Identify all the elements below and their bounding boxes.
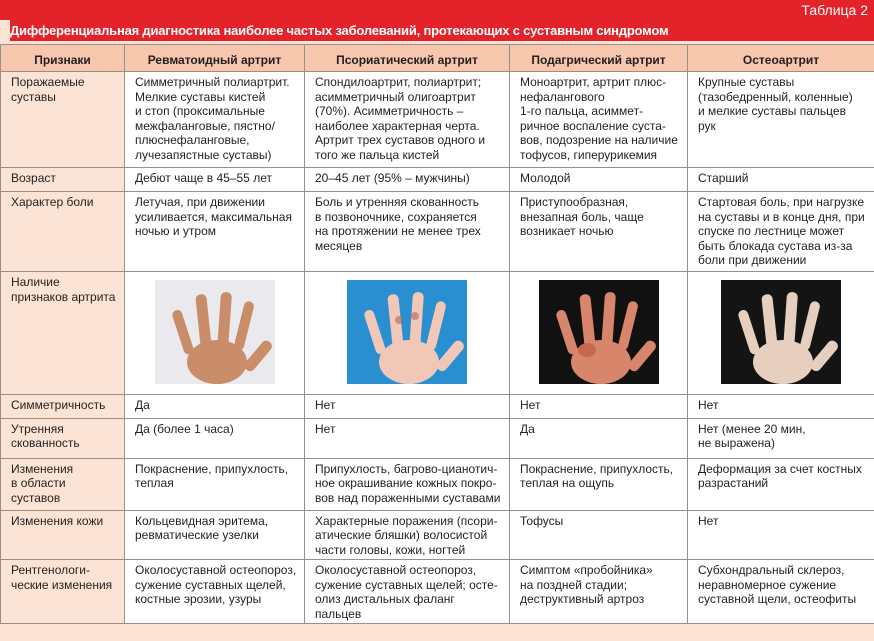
table-cell: Деформация за счет костных разрастаний [688, 458, 874, 510]
header-cell: Подагрический артрит [510, 45, 688, 72]
table-number-label: Таблица 2 [801, 2, 868, 18]
table-row [1, 510, 874, 560]
table-cell: Околосуставной остеопороз, сужение суставных щелей; осте- олиз дистальных фаланг пальцев [305, 560, 510, 624]
table-row [1, 560, 874, 624]
diagnosis-table [0, 44, 874, 624]
table-cell: Да [125, 394, 305, 418]
table-cell: Характерные поражения (псори- атические бляшки) волосистой части головы, кожи, ногтей [305, 510, 510, 560]
row-label: Рентгенологи- ческие изменения [1, 560, 125, 624]
table-cell: Старший [688, 168, 874, 192]
hand-photo-gout [539, 280, 659, 384]
table-row [1, 168, 874, 192]
table-cell: Да [510, 418, 688, 458]
photo-cell [510, 272, 688, 395]
table-row [1, 418, 874, 458]
table-cell: Летучая, при движении усиливается, максимальная ночью и утром [125, 192, 305, 272]
table-cell: Приступообразная, внезапная боль, чаще возникает ночью [510, 192, 688, 272]
table-cell: Нет [305, 394, 510, 418]
photo-cell [125, 272, 305, 395]
table-cell: Спондилоартрит, полиартрит; асимметричный олигоартрит (70%). Асимметричность – наиболее характерная черта. Артрит трех суставов одного и того же пальца кистей [305, 72, 510, 168]
table-cell: Стартовая боль, при нагрузке на суставы и в конце дня, при спуске по лестнице может быть блокада сустава из-за боли при движении [688, 192, 874, 272]
hand-photo-rheumatoid [155, 280, 275, 384]
table-row [1, 458, 874, 510]
table-header-row [1, 45, 874, 72]
table-cell: Крупные суставы (тазобедренный, коленные) и мелкие суставы пальцев рук [688, 72, 874, 168]
table-cell: Боль и утренняя скованность в позвоночнике, сохраняется на протяжении не менее трех месяцев [305, 192, 510, 272]
row-label: Изменения в области суставов [1, 458, 125, 510]
hand-photo-psoriatic [347, 280, 467, 384]
header-cell: Псориатический артрит [305, 45, 510, 72]
table-row [1, 394, 874, 418]
table-cell: Симметричный полиартрит. Мелкие суставы кистей и стоп (проксимальные межфаланговые, пястно/ плюснефаланговые, лучезапястные суставы) [125, 72, 305, 168]
table-cell: Тофусы [510, 510, 688, 560]
table-cell: Покраснение, припухлость, теплая на ощупь [510, 458, 688, 510]
table-cell: Дебют чаще в 45–55 лет [125, 168, 305, 192]
table-cell: Нет (менее 20 мин, не выражена) [688, 418, 874, 458]
row-label: Изменения кожи [1, 510, 125, 560]
row-label: Симметричность [1, 394, 125, 418]
table-cell: Моноартрит, артрит плюс- нефалангового 1-го пальца, асиммет- ричное воспаление суста- вов, подозрение на наличие тофусов, гиперурикемия [510, 72, 688, 168]
table-cell: Покраснение, припухлость, теплая [125, 458, 305, 510]
table-row [1, 72, 874, 168]
photo-cell [305, 272, 510, 395]
table-cell: Околосуставной остеопороз, сужение суставных щелей, костные эрозии, узуры [125, 560, 305, 624]
table-cell: Симптом «пробойника» на поздней стадии; деструктивный артроз [510, 560, 688, 624]
table-cell: Нет [305, 418, 510, 458]
row-label: Поражаемые суставы [1, 72, 125, 168]
table-row [1, 272, 874, 395]
table-cell: Нет [510, 394, 688, 418]
row-label: Наличие признаков артрита [1, 272, 125, 395]
table-cell: Припухлость, багрово-цианотич- ное окрашивание кожных покро- вов над пораженными суставами [305, 458, 510, 510]
table-cell: Нет [688, 510, 874, 560]
header-bar [0, 0, 874, 20]
header-cell: Ревматоидный артрит [125, 45, 305, 72]
header-cell: Признаки [1, 45, 125, 72]
row-label: Утренняя скованность [1, 418, 125, 458]
hand-photo-osteoarthritis [721, 280, 841, 384]
table-cell: Молодой [510, 168, 688, 192]
photo-cell [688, 272, 874, 395]
table-cell: Да (более 1 часа) [125, 418, 305, 458]
table-cell: Кольцевидная эритема, ревматические узелки [125, 510, 305, 560]
table-cell: Субхондральный склероз, неравномерное сужение суставной щели, остеофиты [688, 560, 874, 624]
table-row [1, 192, 874, 272]
table-title: Дифференциальная диагностика наиболее частых заболеваний, протекающих с суставным синдромом [10, 20, 874, 41]
row-label: Возраст [1, 168, 125, 192]
header-cell: Остеоартрит [688, 45, 874, 72]
row-label: Характер боли [1, 192, 125, 272]
table-cell: Нет [688, 394, 874, 418]
table-cell: 20–45 лет (95% – мужчины) [305, 168, 510, 192]
